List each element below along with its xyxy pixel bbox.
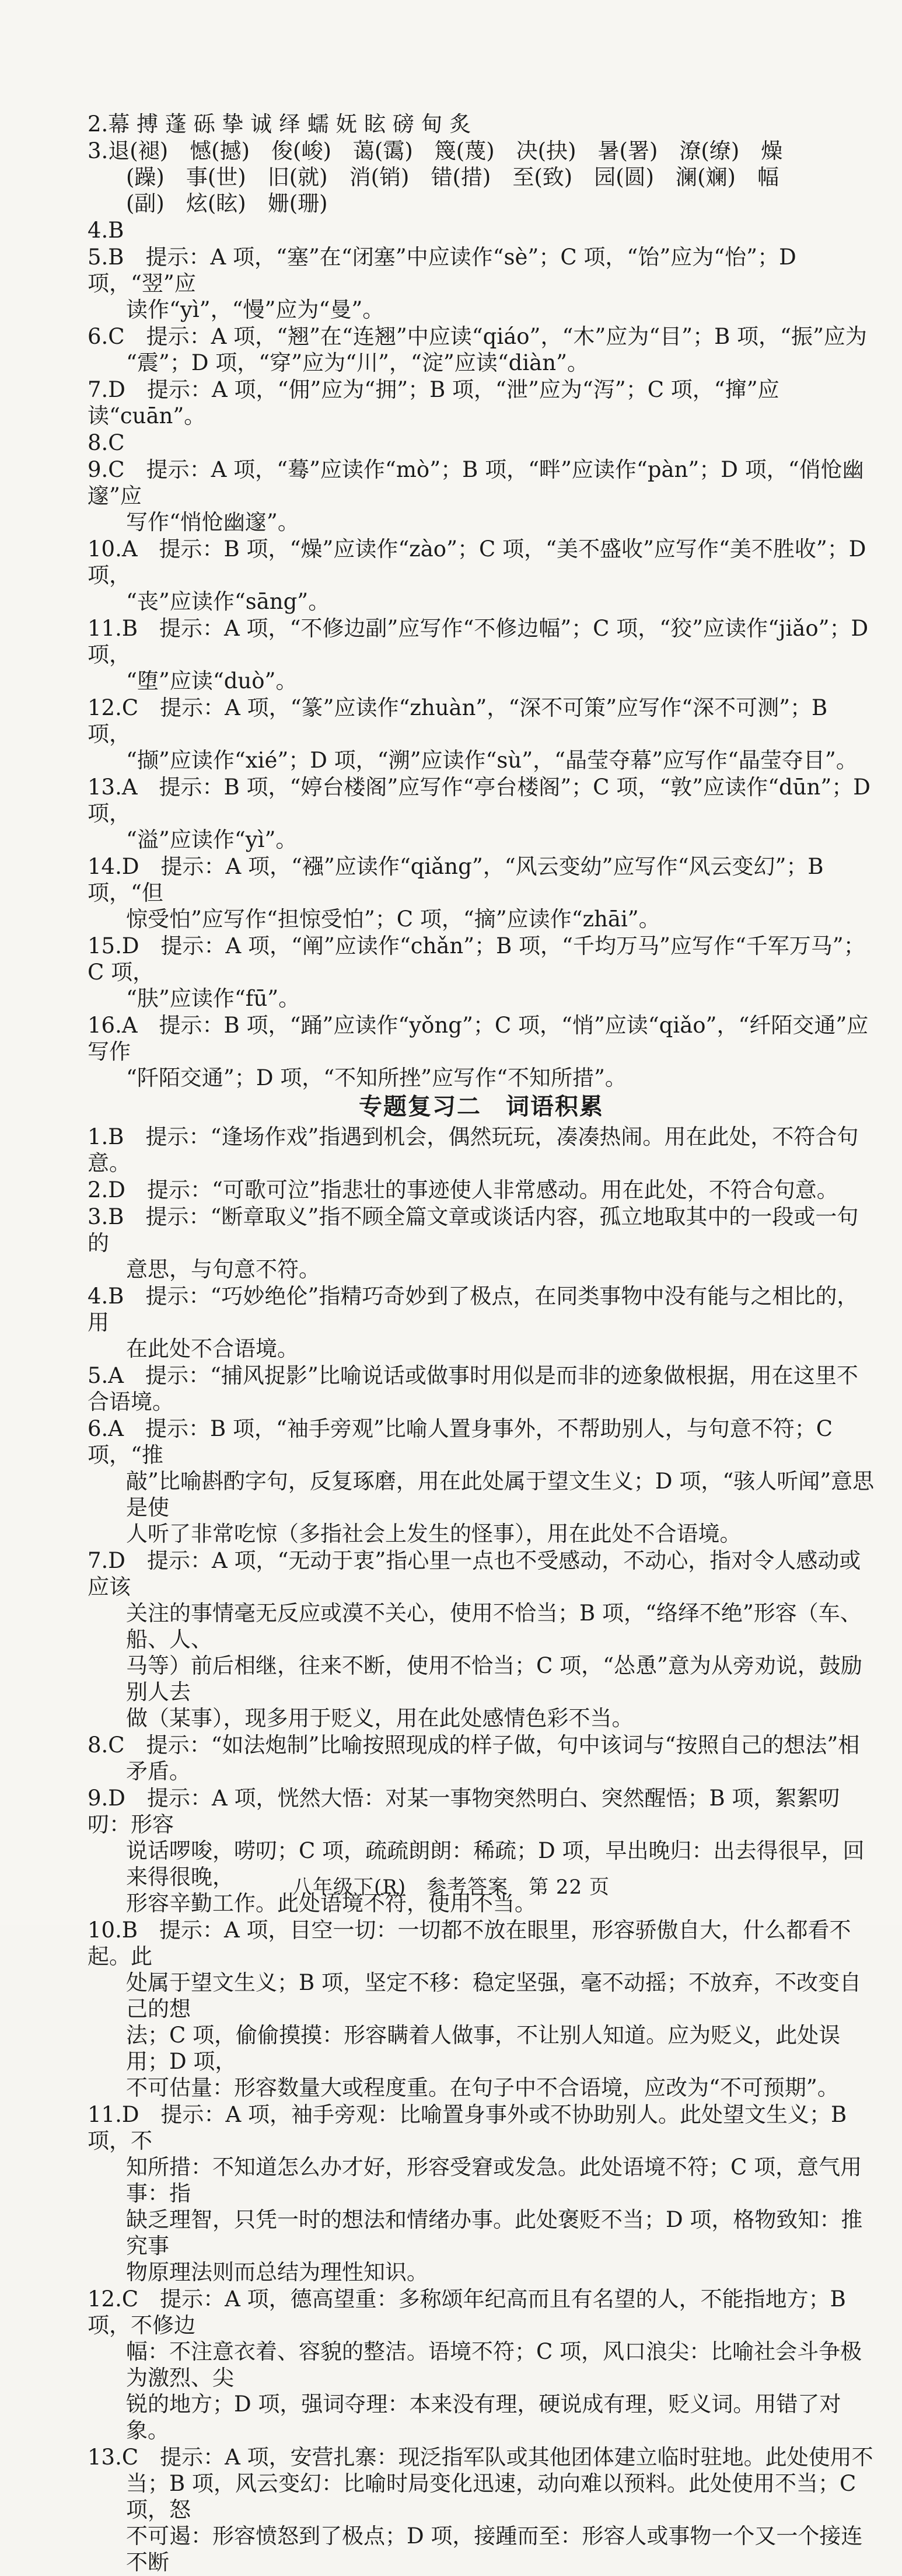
answer-line: 3.B 提示：“断章取义”指不顾全篇文章或谈话内容，孤立地取其中的一段或一句的	[88, 1204, 859, 1256]
answer-continuation-line: 幅：不注意衣着、容貌的整洁。语境不符；C 项，风口浪尖：比喻社会斗争极为激烈、尖	[126, 2339, 862, 2390]
answer-continuation-line: 形容辛勤工作。此处语境不符，使用不当。	[126, 1891, 536, 1916]
answer-line: 9.D 提示：A 项，恍然大悟：对某一事物突然明白、突然醒悟；B 项，絮絮叨叨：形容	[88, 1786, 840, 1837]
answer-line: 12.C 提示：A 项，德高望重：多称颂年纪高而且有名望的人，不能指地方；B 项，不修边	[88, 2286, 846, 2338]
answer-line: 12.C 提示：A 项，“篆”应读作“zhuàn”，“深不可策”应写作“深不可测”；B 项，	[88, 695, 828, 747]
answer-line: 8.C	[88, 430, 125, 455]
answer-continuation-line: 物原理法则而总结为理性知识。	[126, 2260, 428, 2285]
answer-continuation-line: “溢”应读作“yì”。	[126, 827, 298, 852]
answer-continuation-line: 意思，与句意不符。	[126, 1257, 320, 1282]
answer-item	[88, 1204, 875, 1282]
answer-continuation-line: 在此处不合语境。	[126, 1336, 299, 1361]
answer-continuation-line: 写作“悄怆幽邃”。	[126, 510, 299, 535]
answer-item	[88, 1547, 875, 1731]
answer-line: 5.B 提示：A 项，“塞”在“闭塞”中应读作“sè”；C 项，“饴”应为“怡”；D 项，“翌”应	[88, 245, 796, 296]
answer-item	[88, 244, 875, 323]
answer-item	[88, 1416, 875, 1547]
answer-line: 10.B 提示：A 项，目空一切：一切都不放在眼里，形容骄傲自大，什么都看不起。此	[88, 1918, 851, 1969]
answer-item	[88, 217, 875, 243]
answer-continuation-line: 当；B 项，风云变幻：比喻时局变化迅速，动向难以预料。此处使用不当；C 项，怒	[126, 2471, 856, 2522]
answer-continuation-line: 法；C 项，偷偷摸摸：形容瞒着人做事，不让别人知道。应为贬义，此处误用；D 项，	[126, 2023, 841, 2074]
answer-line: 11.D 提示：A 项，袖手旁观：比喻置身事外或不协助别人。此处望文生义；B 项，不	[88, 2102, 847, 2153]
answer-item	[88, 1917, 875, 2101]
page-footer: 八年级下(R) 参考答案 第 22 页	[292, 1876, 610, 1899]
answer-line: 4.B 提示：“巧妙绝伦”指精巧奇妙到了极点，在同类事物中没有能与之相比的，用	[88, 1284, 859, 1335]
answer-continuation-line: 缺乏理智，只凭一时的想法和情绪办事。此处褒贬不当；D 项，格物致知：推究事	[126, 2207, 863, 2258]
answer-item	[88, 111, 875, 137]
answer-continuation-line: “震”；D 项，“穿”应为“川”，“淀”应读“diàn”。	[126, 350, 589, 375]
answer-continuation-line: “丧”应读作“sāng”。	[126, 589, 330, 614]
answer-line: 2.幕 搏 蓬 砾 挚 诚 绎 蠕 妩 眩 磅 甸 炙	[88, 111, 471, 137]
answer-line: 10.A 提示：B 项，“燥”应读作“zào”；C 项，“美不盛收”应写作“美不胜收”；D 项，	[88, 536, 866, 588]
answer-continuation-line: (躁) 事(世) 旧(就) 消(销) 错(措) 至(致) 园(圆) 澜(斓) 幅	[126, 165, 779, 190]
answer-item	[88, 323, 875, 376]
answer-continuation-line: 说话啰唆，唠叨；C 项，疏疏朗朗：稀疏；D 项，早出晚归：出去得很早，回来得很晚，	[126, 1838, 865, 1890]
answer-item	[88, 138, 875, 217]
answer-continuation-line: 锐的地方；D 项，强词夺理：本来没有理，硬说成有理，贬义词。用错了对象。	[126, 2392, 841, 2443]
answer-line: 6.C 提示：A 项，“翘”在“连翘”中应读“qiáo”，“木”应为“目”；B 项，“振”应为	[88, 324, 867, 349]
answer-line: 5.A 提示：“捕风捉影”比喻说话或做事时用似是而非的迹象做根据，用在这里不合语境。	[88, 1363, 858, 1414]
answer-continuation-line: 不可遏：形容愤怒到了极点；D 项，接踵而至：形容人或事物一个又一个接连不断	[126, 2523, 863, 2575]
answer-line: 3.退(褪) 憾(撼) 俊(峻) 蔼(霭) 篾(蔑) 决(抉) 暑(署) 潦(缭) 燥	[88, 138, 783, 163]
answer-line: 2.D 提示：“可歌可泣”指悲壮的事迹使人非常感动。用在此处，不符合句意。	[88, 1177, 838, 1202]
answer-continuation-line: 敲”比喻斟酌字句，反复琢磨，用在此处属于望文生义；D 项，“骇人听闻”意思是使	[126, 1469, 875, 1520]
answer-continuation-line: 读作“yì”，“慢”应为“曼”。	[126, 297, 384, 322]
answer-item	[88, 430, 875, 456]
answer-line: 13.C 提示：A 项，安营扎寨：现泛指军队或其他团体建立临时驻地。此处使用不	[88, 2445, 873, 2470]
answer-item	[88, 1362, 875, 1415]
answer-continuation-line: 不可估量：形容数量大或程度重。在句子中不合语境，应改为“不可预期”。	[126, 2075, 839, 2100]
answer-line: 15.D 提示：A 项，“阐”应读作“chǎn”；B 项，“千均万马”应写作“千军万马”；C 项，	[88, 933, 865, 985]
answer-line: 7.D 提示：A 项，“无动于衷”指心里一点也不受感动，不动心，指对令人感动或应该	[88, 1548, 861, 1599]
answer-continuation-line: “撷”应读作“xié”；D 项，“溯”应读作“sù”，“晶莹夺幕”应写作“晶莹夺目”。	[126, 748, 858, 773]
section-one-answers	[88, 111, 875, 1091]
answer-item	[88, 853, 875, 932]
answer-continuation-line: “肤”应读作“fū”。	[126, 986, 300, 1011]
answer-line: 7.D 提示：A 项，“佣”应为“拥”；B 项，“泄”应为“泻”；C 项，“撺”应读“cuān”。	[88, 377, 779, 428]
answer-continuation-line: 马等）前后相继，往来不断，使用不恰当；C 项，“怂恿”意为从旁劝说，鼓励别人去	[126, 1653, 862, 1704]
answer-content	[88, 111, 875, 2576]
answer-item	[88, 695, 875, 773]
answer-item	[88, 536, 875, 615]
answer-line: 13.A 提示：B 项，“婷台楼阁”应写作“亭台楼阁”；C 项，“敦”应读作“dūn”；D 项，	[88, 775, 870, 826]
answer-line: 6.A 提示：B 项，“袖手旁观”比喻人置身事外，不帮助别人，与句意不符；C 项，“推	[88, 1416, 833, 1467]
answer-item	[88, 2101, 875, 2285]
section-title: 专题复习二 词语积累	[359, 1093, 604, 1120]
answer-line: 16.A 提示：B 项，“踊”应读作“yǒng”；C 项，“悄”应读“qiǎo”，“纤陌交通”应写作	[88, 1013, 869, 1064]
answer-item	[88, 1732, 875, 1784]
answer-item	[88, 2444, 875, 2575]
answer-line: 14.D 提示：A 项，“襁”应读作“qiǎng”，“风云变幼”应写作“风云变幻”；B 项，“但	[88, 854, 824, 905]
section-two-answers	[88, 1124, 875, 2575]
answer-line: 1.B 提示：“逢场作戏”指遇到机会，偶然玩玩，凑凑热闹。用在此处，不符合句意。	[88, 1124, 859, 1176]
answer-item	[88, 1177, 875, 1203]
answer-item	[88, 933, 875, 1012]
answer-item	[88, 377, 875, 429]
answer-line: 9.C 提示：A 项，“蓦”应读作“mò”；B 项，“畔”应读作“pàn”；D 项，“俏怆幽邃”应	[88, 457, 864, 508]
answer-line: 4.B	[88, 218, 124, 243]
answer-item	[88, 1124, 875, 1176]
answer-continuation-line: 做（某事），现多用于贬义，用在此处感情色彩不当。	[126, 1706, 634, 1731]
answer-item	[88, 774, 875, 853]
answer-item	[88, 1283, 875, 1362]
answer-continuation-line: 处属于望文生义；B 项，坚定不移：稳定坚强，毫不动摇；不放弃，不改变自己的想	[126, 1970, 861, 2021]
answer-continuation-line: “阡陌交通”；D 项，“不知所挫”应写作“不知所措”。	[126, 1065, 627, 1090]
answer-item	[88, 1012, 875, 1091]
answer-continuation-line: 知所措：不知道怎么办才好，形容受窘或发急。此处语境不符；C 项，意气用事：指	[126, 2155, 862, 2206]
answer-continuation-line: “堕”应读“duò”。	[126, 668, 298, 693]
answer-item	[88, 615, 875, 694]
answer-continuation-line: 关注的事情毫无反应或漠不关心，使用不恰当；B 项，“络绎不绝”形容（车、船、人、	[126, 1601, 862, 1652]
answer-line: 11.B 提示：A 项，“不修边副”应写作“不修边幅”；C 项，“狡”应读作“jiǎo”；D 项，	[88, 616, 869, 667]
answer-continuation-line: (副) 炫(眩) 姗(珊)	[126, 191, 328, 216]
answer-continuation-line: 矛盾。	[126, 1759, 191, 1784]
answer-line: 8.C 提示：“如法炮制”比喻按照现成的样子做，句中该词与“按照自己的想法”相	[88, 1733, 860, 1758]
answer-item	[88, 2286, 875, 2443]
answer-continuation-line: 惊受怕”应写作“担惊受怕”；C 项，“摘”应读作“zhāi”。	[126, 907, 660, 932]
answer-item	[88, 456, 875, 535]
answer-continuation-line: 人听了非常吃惊（多指社会上发生的怪事），用在此处不合语境。	[126, 1521, 742, 1546]
